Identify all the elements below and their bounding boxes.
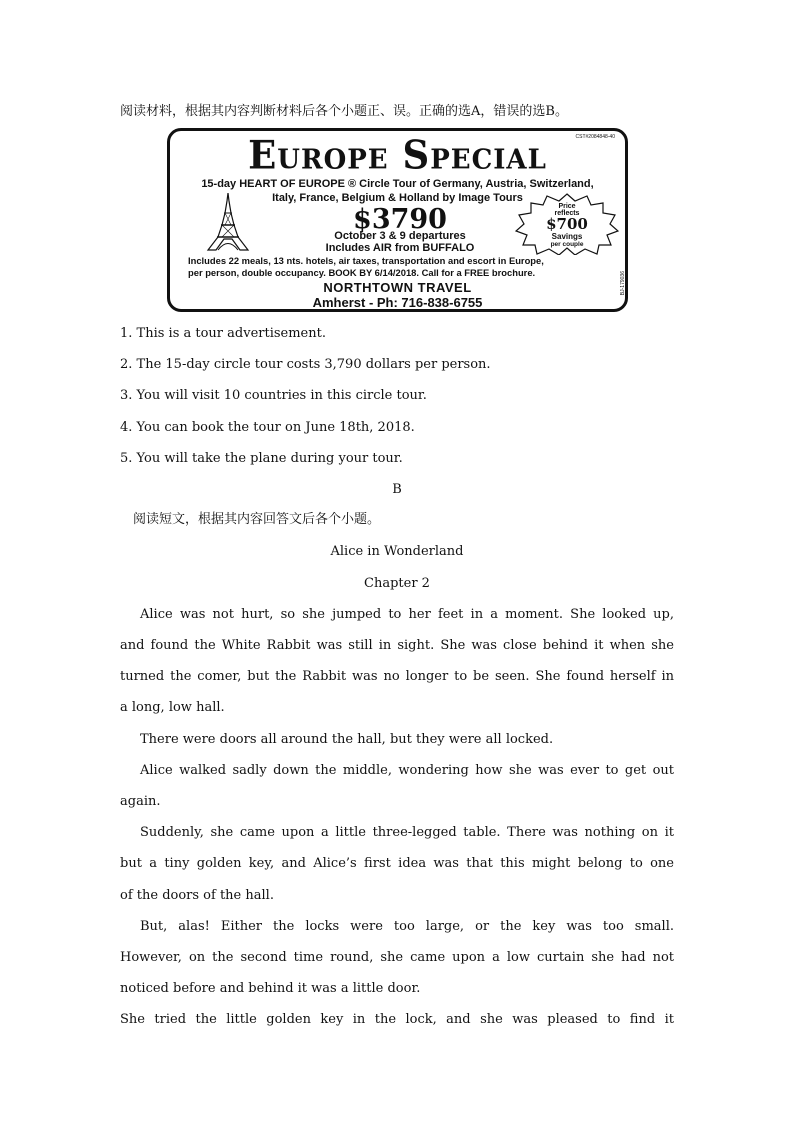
question-5: 5. You will take the plane during your tour. — [120, 451, 403, 466]
paragraph-line: However, on the second time round, she came upon a low curtain she had not — [120, 950, 674, 965]
question-1: 1. This is a tour advertisement. — [120, 326, 326, 341]
burst-line-amount: $700 — [546, 215, 588, 233]
burst-line-price: Price — [558, 203, 576, 210]
paragraph-line: again. — [120, 794, 161, 809]
ad-agency-name: NORTHTOWN TRAVEL — [323, 280, 472, 295]
paragraph-line: Alice was not hurt, so she jumped to her feet in a moment. She looked up, — [140, 607, 674, 622]
ad-phone: Amherst - Ph: 716-838-6755 — [312, 295, 483, 310]
section-label: B — [392, 482, 402, 497]
question-3: 3. You will visit 10 countries in this circle tour. — [120, 388, 427, 403]
question-4: 4. You can book the tour on June 18th, 2018. — [120, 420, 415, 435]
paragraph-line: But, alas! Either the locks were too large, or the key was too small. — [140, 919, 674, 934]
question-2: 2. The 15-day circle tour costs 3,790 dollars per person. — [120, 357, 491, 372]
burst-line-per-couple: per couple — [550, 241, 584, 248]
paragraph-line: There were doors all around the hall, but they were all locked. — [140, 732, 554, 747]
ad-departures: October 3 & 9 departures — [334, 230, 466, 242]
ad-air-included: Includes AIR from BUFFALO — [325, 242, 475, 254]
paragraph-line: of the doors of the hall. — [120, 888, 274, 903]
paragraph-line: a long, low hall. — [120, 700, 225, 715]
burst-line-savings: Savings — [551, 232, 583, 241]
ad-tour-line-2: Italy, France, Belgium & Holland by Image Tours — [272, 192, 523, 204]
paragraph-line: turned the comer, but the Rabbit was no longer to be seen. She found herself in — [120, 669, 674, 684]
eiffel-tower-icon — [198, 193, 258, 251]
paragraph-line: and found the White Rabbit was still in sight. She was close behind it when she — [120, 638, 674, 653]
ad-tour-line-1: 15-day HEART OF EUROPE ® Circle Tour of Germany, Austria, Switzerland, — [201, 178, 594, 190]
ad-includes-line-1: Includes 22 meals, 13 nts. hotels, air taxes, transportation and escort in Europe, — [188, 255, 544, 266]
reading-instruction: 阅读材料，根据其内容判断材料后各个小题正、误。正确的选A，错误的选B。 — [120, 104, 568, 119]
ad-title: Europe Special — [248, 131, 547, 179]
ad-side-code: BJ-179036 — [620, 271, 626, 296]
chapter-heading: Chapter 2 — [364, 576, 430, 591]
section-instruction: 阅读短文，根据其内容回答文后各个小题。 — [133, 512, 381, 527]
europe-special-advertisement — [167, 128, 628, 312]
paragraph-line: Alice walked sadly down the middle, wondering how she was ever to get out — [140, 763, 674, 778]
ad-code: CST#2084848-40 — [575, 134, 615, 140]
story-title: Alice in Wonderland — [330, 544, 464, 559]
burst-line-reflects: reflects — [554, 210, 580, 217]
ad-price: $3790 — [353, 204, 447, 235]
paragraph-line: but a tiny golden key, and Alice’s first idea was that this might belong to one — [120, 856, 674, 871]
paragraph-line: She tried the little golden key in the lock, and she was pleased to find it — [120, 1012, 674, 1027]
paragraph-line: noticed before and behind it was a little door. — [120, 981, 421, 996]
paragraph-line: Suddenly, she came upon a little three-legged table. There was nothing on it — [140, 825, 674, 840]
ad-includes-line-2: per person, double occupancy. BOOK BY 6/14/2018. Call for a FREE brochure. — [188, 267, 536, 278]
